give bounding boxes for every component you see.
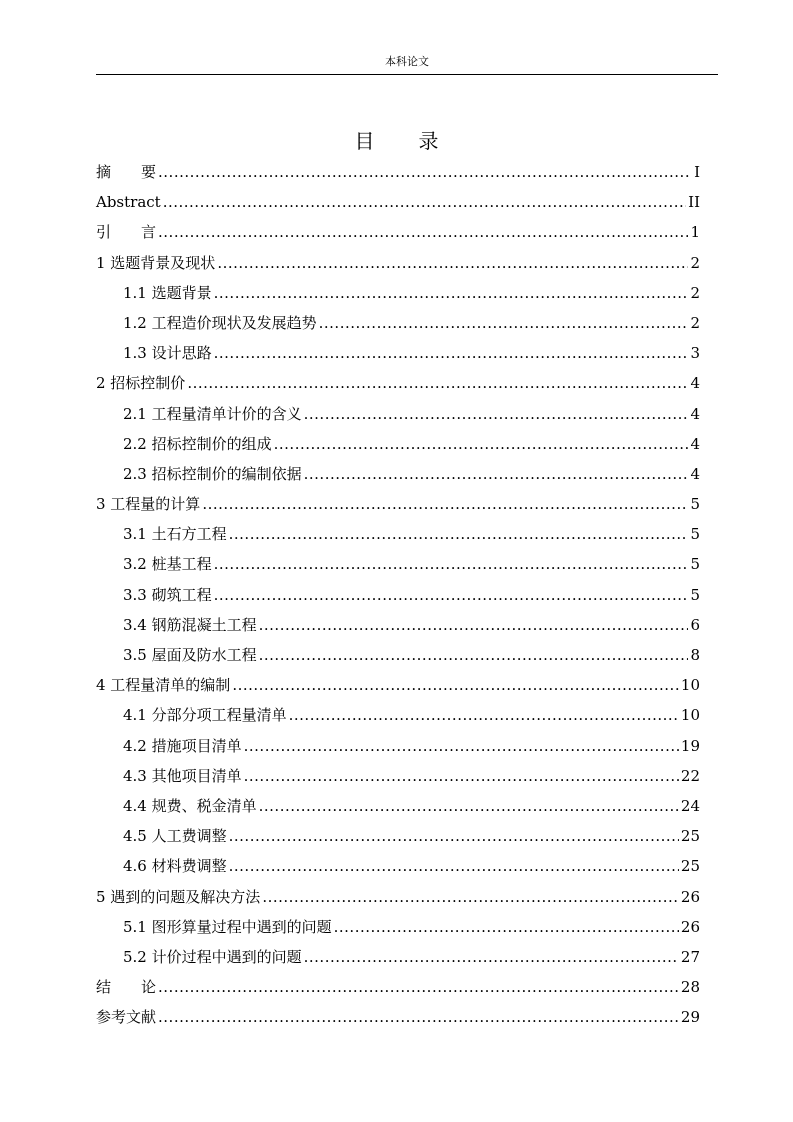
toc-entry-label: 5 遇到的问题及解决方法 [96, 887, 261, 906]
toc-entry-page-number: 22 [680, 766, 700, 785]
toc-title [0, 127, 793, 155]
toc-entry-label: 5.2 计价过程中遇到的问题 [123, 947, 302, 966]
toc-dot-leader [244, 731, 679, 761]
toc-entry[interactable] [96, 187, 700, 217]
toc-entry[interactable] [96, 549, 700, 579]
toc-entry[interactable] [96, 338, 700, 368]
toc-dot-leader [214, 278, 689, 308]
toc-entry[interactable] [96, 882, 700, 912]
toc-entry-label: 引 言 [96, 223, 157, 242]
toc-entry-page-number: 28 [680, 978, 700, 997]
toc-entry-label: 1 选题背景及现状 [96, 253, 216, 272]
toc-dot-leader [187, 368, 688, 398]
toc-dot-leader [259, 640, 689, 670]
toc-dot-leader [274, 429, 689, 459]
toc-dot-leader [334, 912, 679, 942]
toc-entry[interactable] [96, 972, 700, 1002]
toc-dot-leader [214, 549, 689, 579]
toc-entry-label: 摘 要 [96, 163, 157, 181]
toc-entry[interactable] [96, 1002, 700, 1032]
toc-entry[interactable] [96, 640, 700, 670]
toc-entry-page-number: 10 [680, 706, 700, 725]
toc-title-part1: 目 [354, 129, 375, 153]
toc-entry-page-number: 5 [690, 555, 700, 574]
toc-entry[interactable] [96, 761, 700, 791]
toc-entry[interactable] [96, 248, 700, 278]
toc-entry-label: 2.1 工程量清单计价的含义 [123, 404, 302, 423]
toc-entry-label: 2 招标控制价 [96, 374, 186, 393]
toc-entry-page-number: 29 [680, 1008, 700, 1027]
toc-entry-page-number: 4 [690, 404, 700, 423]
toc-entry[interactable] [96, 791, 700, 821]
toc-entry-page-number: 2 [690, 283, 700, 302]
toc-dot-leader [304, 399, 689, 429]
toc-dot-leader [262, 882, 679, 912]
toc-entry[interactable] [96, 157, 700, 187]
toc-entry-page-number: II [688, 193, 700, 212]
toc-entry[interactable] [96, 731, 700, 761]
toc-entry-page-number: 5 [690, 585, 700, 604]
table-of-contents [96, 157, 700, 1032]
toc-entry-label: 4.4 规费、税金清单 [123, 796, 257, 815]
toc-entry-page-number: 5 [690, 525, 700, 544]
toc-dot-leader [259, 791, 679, 821]
toc-dot-leader [158, 217, 688, 247]
toc-entry[interactable] [96, 459, 700, 489]
toc-dot-leader [259, 610, 689, 640]
toc-entry[interactable] [96, 700, 700, 730]
toc-entry-label: 1.1 选题背景 [123, 283, 212, 302]
toc-entry-label: 3.3 砌筑工程 [123, 585, 212, 604]
toc-dot-leader [214, 338, 689, 368]
toc-entry-label: 3.5 屋面及防水工程 [123, 646, 257, 664]
toc-entry-page-number: 27 [680, 947, 700, 966]
toc-entry-label: 4 工程量清单的编制 [96, 676, 231, 695]
toc-entry-page-number: 5 [690, 495, 700, 514]
toc-entry-label: 2.2 招标控制价的组成 [123, 434, 272, 453]
toc-entry-page-number: 1 [690, 223, 700, 242]
toc-dot-leader [232, 670, 679, 700]
toc-entry[interactable] [96, 821, 700, 851]
toc-entry-label: 结 论 [96, 978, 157, 997]
toc-entry-page-number: 4 [690, 464, 700, 483]
toc-entry-page-number: 24 [680, 796, 700, 815]
toc-entry-label: 1.3 设计思路 [123, 344, 212, 363]
toc-entry-label: 3.2 桩基工程 [123, 555, 212, 574]
toc-entry[interactable] [96, 851, 700, 881]
toc-dot-leader [229, 519, 689, 549]
toc-entry[interactable] [96, 912, 700, 942]
toc-entry-page-number: 3 [690, 344, 700, 363]
toc-entry[interactable] [96, 368, 700, 398]
toc-entry-label: 4.3 其他项目清单 [123, 766, 242, 785]
toc-dot-leader [229, 851, 679, 881]
toc-dot-leader [319, 308, 689, 338]
toc-entry-label: 2.3 招标控制价的编制依据 [123, 464, 302, 483]
toc-entry-page-number: 19 [680, 736, 700, 755]
toc-entry[interactable] [96, 942, 700, 972]
toc-entry[interactable] [96, 399, 700, 429]
toc-dot-leader [304, 459, 689, 489]
toc-dot-leader [229, 821, 679, 851]
toc-dot-leader [217, 248, 688, 278]
toc-dot-leader [158, 157, 690, 187]
toc-entry[interactable] [96, 489, 700, 519]
toc-dot-leader [202, 489, 688, 519]
toc-entry-page-number: 4 [690, 374, 700, 393]
toc-dot-leader [214, 580, 689, 610]
toc-title-part2: 录 [418, 129, 439, 153]
toc-entry[interactable] [96, 308, 700, 338]
toc-entry[interactable] [96, 670, 700, 700]
toc-entry-page-number: 8 [690, 646, 700, 664]
toc-entry-label: 4.1 分部分项工程量清单 [123, 706, 287, 725]
toc-dot-leader [158, 1002, 679, 1032]
toc-entry[interactable] [96, 519, 700, 549]
toc-entry-page-number: 6 [690, 615, 700, 634]
toc-dot-leader [289, 700, 679, 730]
toc-entry-page-number: 26 [680, 887, 700, 906]
toc-entry[interactable] [96, 580, 700, 610]
toc-entry-label: 5.1 图形算量过程中遇到的问题 [123, 917, 332, 936]
toc-entry-page-number: 2 [690, 253, 700, 272]
toc-entry-label: Abstract [96, 193, 161, 212]
toc-entry[interactable] [96, 610, 700, 640]
toc-entry-label: 参考文献 [96, 1008, 157, 1027]
toc-entry-page-number: 26 [680, 917, 700, 936]
toc-entry[interactable] [96, 429, 700, 459]
toc-entry-label: 3.4 钢筋混凝土工程 [123, 615, 257, 634]
toc-entry-label: 3.1 土石方工程 [123, 525, 227, 544]
header-text: 本科论文 [385, 55, 429, 68]
toc-dot-leader [244, 761, 679, 791]
toc-dot-leader [163, 187, 686, 217]
toc-entry[interactable] [96, 278, 700, 308]
toc-entry[interactable] [96, 217, 700, 247]
toc-entry-page-number: 2 [690, 313, 700, 332]
toc-entry-page-number: I [694, 163, 700, 181]
toc-entry-page-number: 25 [680, 857, 700, 876]
toc-dot-leader [304, 942, 679, 972]
toc-entry-label: 3 工程量的计算 [96, 495, 201, 514]
page-header [96, 56, 718, 75]
toc-entry-label: 1.2 工程造价现状及发展趋势 [123, 313, 317, 332]
toc-entry-label: 4.6 材料费调整 [123, 857, 227, 876]
toc-entry-page-number: 25 [680, 827, 700, 846]
toc-entry-page-number: 4 [690, 434, 700, 453]
toc-entry-page-number: 10 [680, 676, 700, 695]
toc-dot-leader [158, 972, 679, 1002]
toc-entry-label: 4.5 人工费调整 [123, 827, 227, 846]
toc-entry-label: 4.2 措施项目清单 [123, 736, 242, 755]
